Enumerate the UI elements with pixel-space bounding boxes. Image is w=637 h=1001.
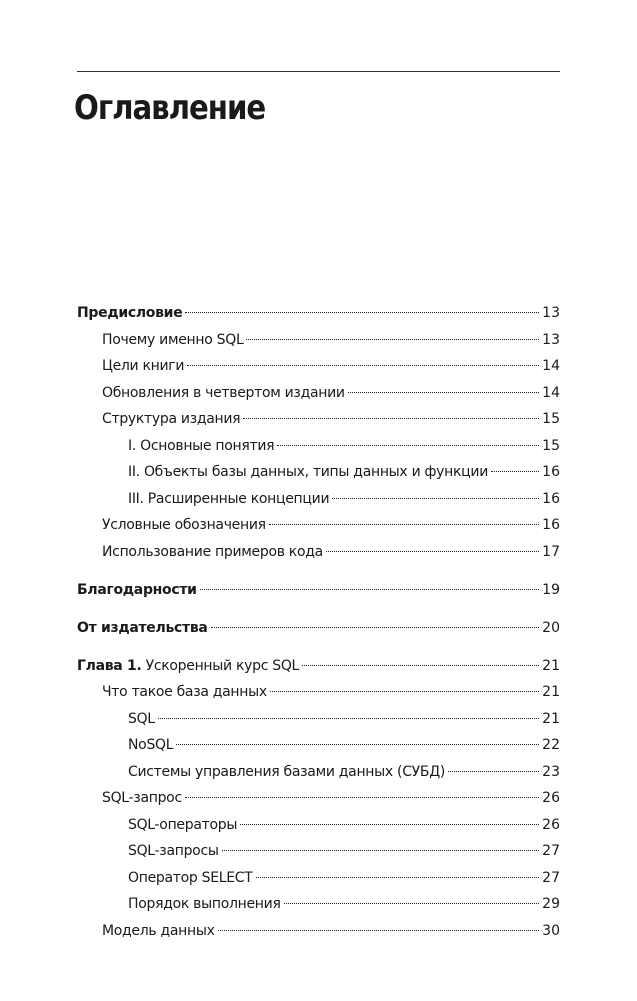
toc-entry-title [102, 539, 323, 566]
toc-entry-page-number: 16 [542, 464, 560, 480]
toc-entry-title [128, 838, 219, 865]
dot-leader [218, 930, 539, 931]
toc-entry[interactable] [77, 732, 560, 759]
dot-leader [491, 471, 539, 472]
dot-leader [246, 339, 539, 340]
toc-entry-title-text: SQL-запросы [128, 843, 219, 859]
toc-entry[interactable] [77, 759, 560, 786]
toc-entry[interactable] [77, 615, 560, 642]
toc-entry-title [77, 300, 182, 327]
toc-entry-page-number: 17 [542, 543, 560, 560]
toc-entry-title-text: SQL-запрос [102, 790, 182, 806]
toc-entry-title-text: NoSQL [128, 737, 174, 753]
dot-leader [284, 903, 539, 904]
dot-leader [187, 365, 539, 366]
toc-entry[interactable] [77, 539, 560, 566]
toc-entry-title-text: Модель данных [102, 922, 215, 939]
dot-leader [211, 627, 539, 628]
toc-entry-title-text: SQL [128, 710, 155, 727]
toc-entry[interactable] [77, 380, 560, 407]
toc-entry-title [128, 433, 274, 460]
dot-leader [185, 797, 539, 798]
toc-entry-page-number: 21 [542, 657, 560, 674]
toc-entry-title [77, 615, 208, 642]
toc-entry-page-number: 20 [542, 619, 560, 636]
toc-entry[interactable] [77, 406, 560, 433]
toc-entry-title-text: III. Расширенные концепции [128, 490, 330, 507]
dot-leader [243, 418, 539, 419]
toc-entry-title [102, 918, 215, 945]
toc-entry-page-number: 14 [542, 358, 560, 374]
toc-entry-page-number: 23 [542, 763, 560, 780]
toc-entry-page-number: 27 [542, 869, 560, 886]
toc-entry-title [102, 380, 345, 407]
toc-entry-title [128, 865, 253, 892]
dot-leader [222, 850, 539, 851]
toc-entry-title [128, 486, 329, 513]
toc-entry[interactable] [77, 433, 560, 460]
dot-leader [176, 744, 539, 745]
toc-entry-page-number: 27 [542, 843, 560, 859]
dot-leader [302, 665, 539, 666]
toc-entry-title-bold: От издательства [77, 619, 208, 636]
toc-entry-title-bold: Благодарности [77, 581, 197, 598]
toc-entry-title-text: Условные обозначения [102, 517, 266, 533]
toc-entry[interactable] [77, 679, 560, 706]
toc-entry-page-number: 13 [542, 305, 560, 321]
toc-entry[interactable] [77, 653, 560, 680]
dot-leader [348, 392, 539, 393]
toc-entry-title [102, 406, 240, 433]
dot-leader [269, 524, 539, 525]
toc-entry[interactable] [77, 785, 560, 812]
toc-entry[interactable] [77, 577, 560, 604]
toc-entry[interactable] [77, 512, 560, 539]
toc-entry-title-text: Ускоренный курс SQL [141, 657, 300, 674]
toc-entry[interactable] [77, 812, 560, 839]
toc-entry-title [128, 459, 488, 486]
toc-entry-title [102, 679, 267, 706]
toc-entry-title [128, 812, 237, 839]
toc-entry-title-text: Использование примеров кода [102, 543, 323, 560]
toc-entry-title-text: Обновления в четвертом издании [102, 384, 345, 401]
dot-leader [240, 824, 539, 825]
toc-entry-page-number: 26 [542, 790, 560, 806]
toc-entry-title [128, 891, 281, 918]
dot-leader [185, 312, 539, 313]
toc-entry-title [102, 512, 266, 539]
toc-entry[interactable] [77, 300, 560, 327]
dot-leader [256, 877, 539, 878]
dot-leader [326, 551, 539, 552]
toc-entry-title [128, 706, 155, 733]
toc-entry-page-number: 21 [542, 710, 560, 727]
toc-entry-title [102, 327, 243, 354]
page-title: Оглавление [74, 88, 266, 128]
toc-entry-title [128, 732, 173, 759]
toc-entry-title-text: SQL-операторы [128, 816, 238, 833]
toc-entry-page-number: 22 [542, 737, 560, 753]
toc-entry-title-text: Порядок выполнения [128, 896, 281, 912]
toc-entry-title-text: Структура издания [102, 411, 241, 427]
toc-entry[interactable] [77, 459, 560, 486]
toc-entry-title-text: Системы управления базами данных (СУБД) [128, 763, 446, 780]
dot-leader [277, 445, 539, 446]
toc-entry[interactable] [77, 353, 560, 380]
toc-entry[interactable] [77, 918, 560, 945]
table-of-contents [77, 300, 560, 944]
toc-entry-page-number: 16 [542, 490, 560, 507]
toc-entry-page-number: 14 [542, 384, 560, 401]
toc-entry-title-text: Почему именно SQL [102, 331, 244, 348]
toc-entry-title-bold: Предисловие [77, 305, 183, 321]
toc-entry-page-number: 29 [542, 896, 560, 912]
toc-entry-title-text: Что такое база данных [102, 684, 267, 700]
toc-entry-page-number: 15 [542, 437, 560, 454]
toc-entry[interactable] [77, 327, 560, 354]
toc-entry[interactable] [77, 486, 560, 513]
toc-entry-title [102, 785, 182, 812]
toc-entry-title [77, 577, 197, 604]
toc-entry[interactable] [77, 838, 560, 865]
dot-leader [448, 771, 539, 772]
dot-leader [332, 498, 539, 499]
toc-entry-page-number: 13 [542, 331, 560, 348]
toc-entry-title-text: II. Объекты базы данных, типы данных и функции [128, 464, 489, 480]
toc-entry-title-text: I. Основные понятия [128, 437, 275, 454]
toc-entry[interactable] [77, 706, 560, 733]
toc-entry[interactable] [77, 865, 560, 892]
toc-entry-page-number: 15 [542, 411, 560, 427]
toc-entry-title-text: Цели книги [102, 358, 185, 374]
toc-entry-title [102, 353, 184, 380]
toc-entry-title [77, 653, 299, 680]
toc-entry-page-number: 16 [542, 517, 560, 533]
top-rule [77, 71, 560, 72]
toc-entry-page-number: 26 [542, 816, 560, 833]
toc-entry-title-bold: Глава 1. [77, 657, 142, 674]
toc-entry-title-text: Оператор SELECT [128, 869, 253, 886]
toc-entry-page-number: 30 [542, 922, 560, 939]
dot-leader [270, 691, 539, 692]
toc-entry-page-number: 19 [542, 581, 560, 598]
toc-entry-page-number: 21 [542, 684, 560, 700]
dot-leader [200, 589, 539, 590]
toc-entry-title [128, 759, 445, 786]
toc-entry[interactable] [77, 891, 560, 918]
dot-leader [158, 718, 539, 719]
